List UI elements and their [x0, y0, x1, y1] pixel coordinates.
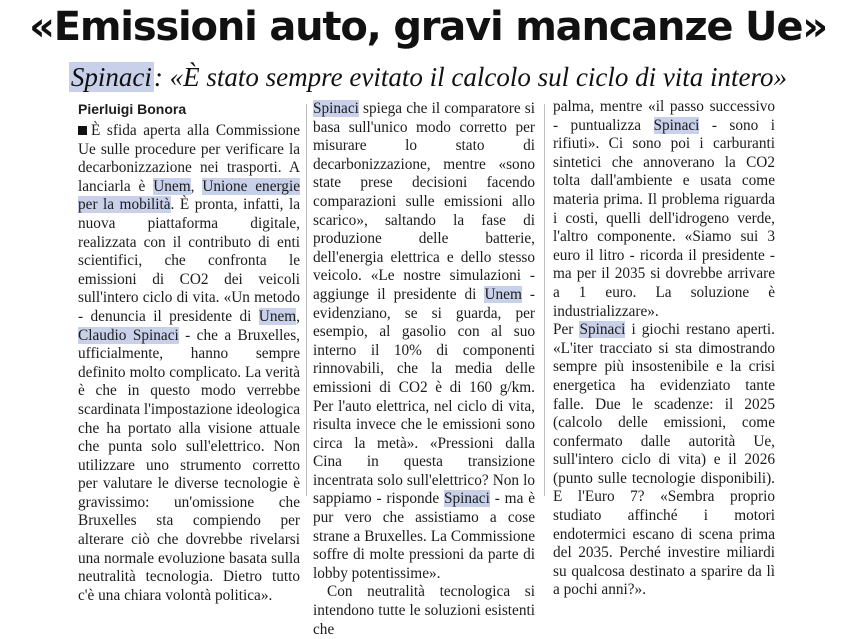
subtitle-highlight-name: Spinaci [70, 62, 152, 92]
highlight: Spinaci [579, 321, 626, 339]
text-run: È sfida aperta alla Commissione Ue sulle procedure per verificare la decarbonizzazione nei trasporti. A lanciarla è [78, 122, 300, 195]
text-run: , [190, 177, 203, 195]
highlight: Claudio Spinaci [78, 326, 179, 344]
text-run: spiega che il comparatore si basa sull'unico modo corretto per misurare lo stato di decarbonizzazione, mentre «sono state prese decisioni facendo comparazioni sulle emissioni allo scarico», saltando la fase di produzione delle batterie, dell'energia elettrica e dello stesso veicolo. «Le nostre simulazioni - aggiunge il presidente di [313, 100, 535, 303]
paragraph-marker-icon [78, 126, 87, 135]
column-divider [306, 104, 307, 496]
highlight: Unem [258, 307, 297, 325]
subtitle-text: : «È stato sempre evitato il calcolo sul ciclo di vita intero» [153, 62, 788, 92]
subtitle [0, 60, 856, 94]
byline: Pierluigi Bonora [78, 101, 187, 117]
text-run: i giochi restano aperti. «L'iter tracciato si sta dimostrando sempre più insostenibile e la crisi energetica ha evidenziato tante falle. Due le scadenze: il 2025 (calcolo delle emissioni, come confermato dalle autorità Ue, sull'intero ciclo di vita) e il 2026 (punto sulle tecnologie disponibili). E l'Euro 7? «Sembra proprio studiato affinché i motori endotermici escano di scena prima del 2035. Perché investire miliardi su qualcosa destinato a sparire da lì a pochi anni?». [553, 321, 775, 599]
paragraph: Con neutralità tecnologica si intendono tutte le soluzioni esistenti che [313, 583, 535, 638]
paragraph [553, 98, 775, 321]
highlight: Spinaci [443, 490, 490, 508]
text-run: Per [553, 321, 580, 339]
text-run: - evidenziano, se si guarda, per esempio, al gasolio con al suo interno il 10% di componenti rinnovabili, che la media delle emissioni di CO2 è di 160 g/km. Per l'auto elettrica, nel ciclo di vita, risulta invece che le emissioni sono circa la metà». «Pressioni dalla Cina in questa transizione incentrata solo sull'elettrico? Non lo sappiamo - risponde [313, 285, 535, 508]
text-run: - ma è pur vero che assistiamo a cose strane a Bruxelles. La Commissione soffre di molte pressioni da parte di lobby potentissime». [313, 490, 535, 582]
text-run: , [296, 307, 300, 325]
text-run: - che a Bruxelles, ufficialmente, hanno sempre definito molto complicato. La verità è che in questo modo verrebbe scardinata l'impostazione ideologica che ha portato alla visione attuale che punta solo sull'elettrico. Non utilizzare uno strumento corretto per valutare le diverse tecnologie è gravissimo: un'omissione che Bruxelles sta compiendo per alterare ciò che dovrebbe rivelarsi una normale evoluzione basata sulla neutralità tecnologia. Dietro tutto c'è una chiara volontà politica». [78, 326, 300, 604]
text-run: palma, mentre «il passo successivo - puntualizza [553, 98, 775, 134]
article-column-2 [313, 100, 535, 639]
paragraph [553, 321, 775, 600]
highlight: Unem [484, 285, 522, 303]
text-run: . È pronta, infatti, la nuova piattaforma digitale, realizzata con il contributo di enti scientifici, che confronta le emissioni di CO2 dei veicoli sull'intero ciclo di vita. «Un metodo - denuncia il presidente di [78, 196, 300, 325]
article-column-1 [78, 100, 300, 605]
paragraph [78, 122, 300, 605]
highlight: Unem [153, 177, 191, 195]
article-column-3 [553, 98, 775, 600]
paragraph [313, 100, 535, 583]
text-run: - sono i rifiuti». Ci sono poi i carburanti sintetici che annoverano la CO2 tolta dall'ambiente e usata come materia prima. Il problema riguarda i costi, quelli dell'idrogeno verde, l'altro componente. «Siamo sui 3 euro il litro - ricorda il presidente - ma per il 2035 si dovrebbe arrivare a 1 euro. La soluzione è industrializzare». [553, 116, 776, 320]
headline: «Emissioni auto, gravi mancanze Ue» [29, 4, 827, 50]
highlight: Unione energie per la mobilità [78, 177, 300, 214]
highlight: Spinaci [653, 116, 700, 134]
highlight: Spinaci [313, 100, 359, 117]
column-divider [544, 104, 545, 496]
